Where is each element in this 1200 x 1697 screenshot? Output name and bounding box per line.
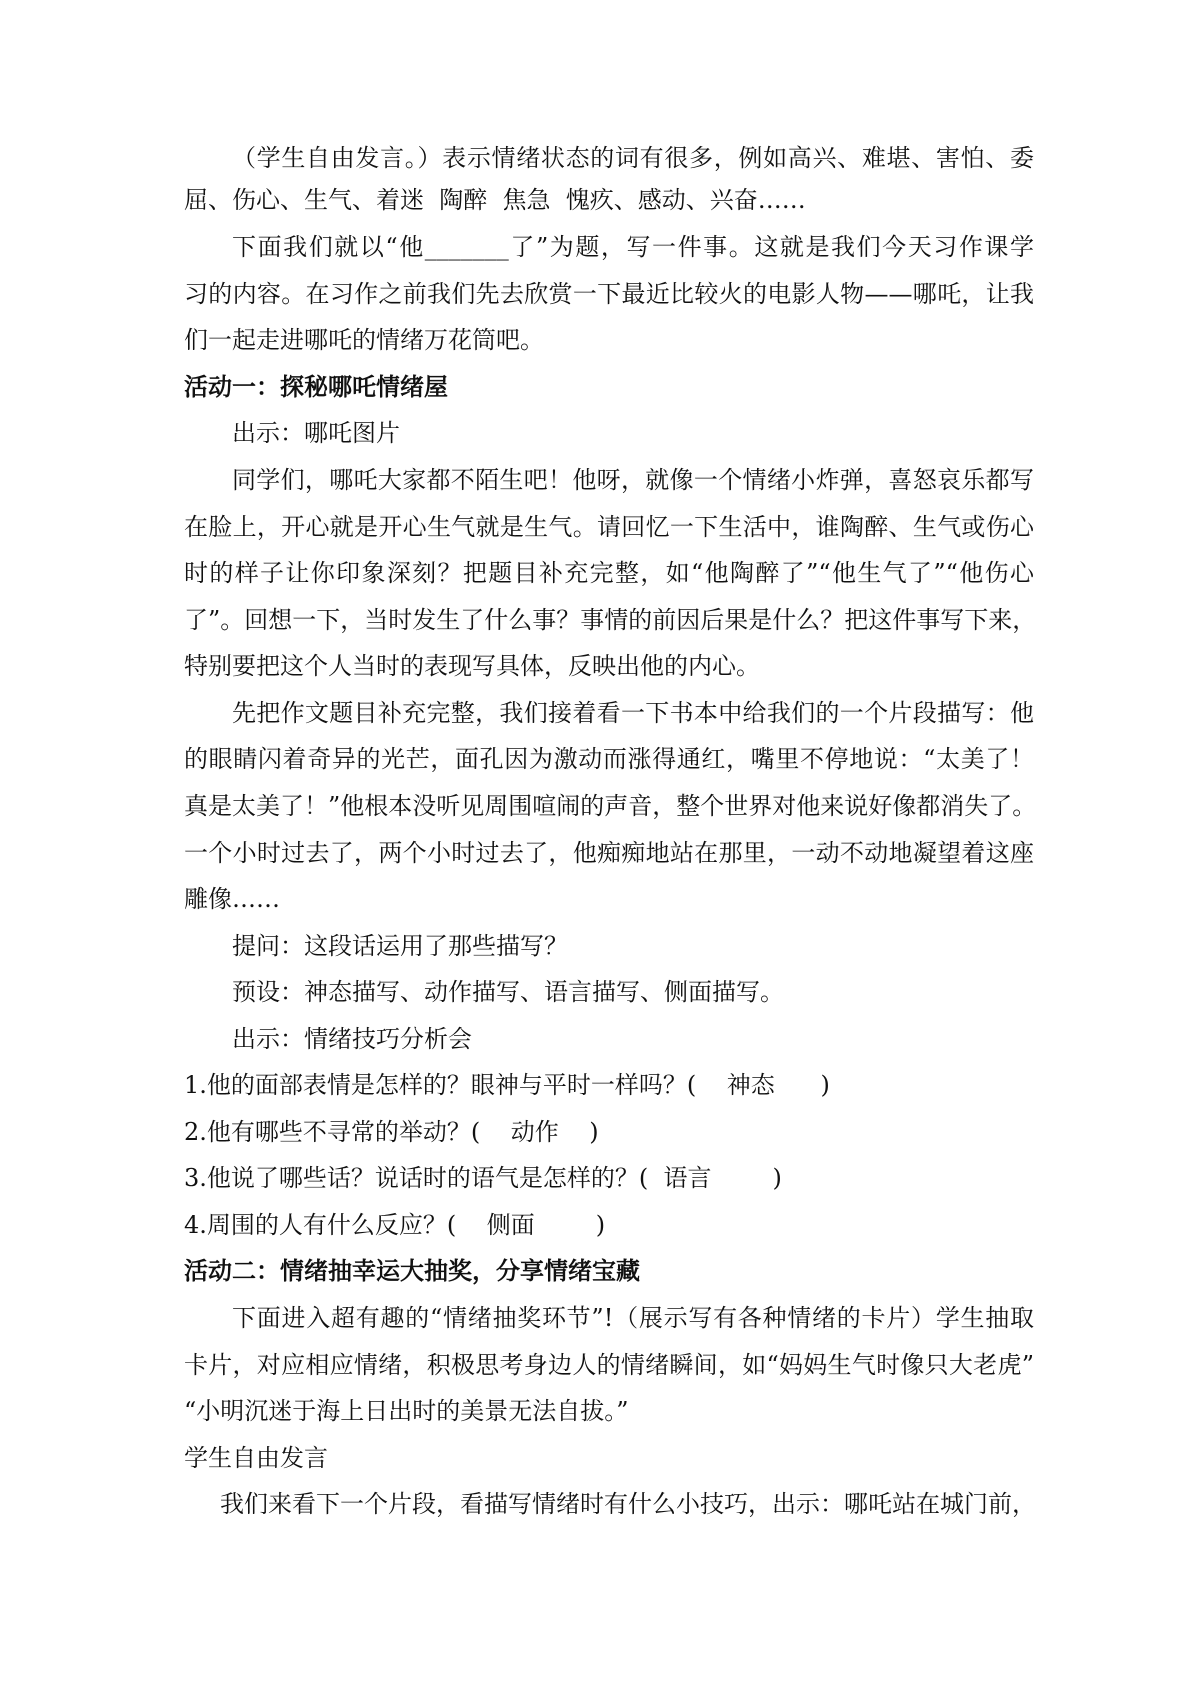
paragraph-line: 下面进入超有趣的“情绪抽奖环节”!（展示写有各种情绪的卡片）学生抽取: [232, 1304, 1034, 1332]
paragraph-line: 下面我们就以“他_______了”为题，写一件事。这就是我们今天习作课学: [232, 233, 1034, 261]
paragraph-line: 出示：情绪技巧分析会: [232, 1025, 472, 1053]
paragraph-line: 学生自由发言: [184, 1444, 328, 1472]
list-item: 1.他的面部表情是怎样的？眼神与平时一样吗？( 神态 ): [184, 1071, 830, 1099]
paragraph-line: 出示：哪吒图片: [232, 419, 400, 447]
paragraph-line: （学生自由发言。）表示情绪状态的词有很多，例如高兴、难堪、害怕、委: [232, 144, 1034, 172]
paragraph-line: 习的内容。在习作之前我们先去欣赏一下最近比较火的电影人物——哪吒，让我: [184, 280, 1034, 308]
paragraph-line: 的眼睛闪着奇异的光芒，面孔因为激动而涨得通红，嘴里不停地说：“太美了！: [184, 745, 1034, 773]
list-item: 4.周围的人有什么反应？( 侧面 ): [184, 1211, 606, 1239]
paragraph-line: “小明沉迷于海上日出时的美景无法自拔。”: [184, 1397, 629, 1425]
section-heading: 活动一：探秘哪吒情绪屋: [184, 373, 448, 401]
paragraph-line: 雕像……: [184, 885, 280, 913]
paragraph-line: 一个小时过去了，两个小时过去了，他痴痴地站在那里，一动不动地凝望着这座: [184, 839, 1034, 867]
list-item: 2.他有哪些不寻常的举动？( 动作 ): [184, 1118, 599, 1146]
paragraph-line: 们一起走进哪吒的情绪万花筒吧。: [184, 326, 544, 354]
paragraph-line: 屈、伤心、生气、着迷 陶醉 焦急 愧疚、感动、兴奋……: [184, 186, 806, 214]
paragraph-line: 特别要把这个人当时的表现写具体，反映出他的内心。: [184, 652, 760, 680]
paragraph-line: 了”。回想一下，当时发生了什么事？事情的前因后果是什么？把这件事写下来，: [184, 606, 1037, 634]
paragraph-line: 卡片，对应相应情绪，积极思考身边人的情绪瞬间，如“妈妈生气时像只大老虎”: [184, 1351, 1034, 1379]
paragraph-line: 先把作文题目补充完整，我们接着看一下书本中给我们的一个片段描写：他: [232, 699, 1034, 727]
section-heading: 活动二：情绪抽幸运大抽奖，分享情绪宝藏: [184, 1257, 640, 1285]
paragraph-line: 在脸上，开心就是开心生气就是生气。请回忆一下生活中，谁陶醉、生气或伤心: [184, 513, 1034, 541]
list-item: 3.他说了哪些话？说话时的语气是怎样的？( 语言 ): [184, 1164, 782, 1192]
paragraph-line: 提问：这段话运用了那些描写？: [232, 932, 568, 960]
paragraph-line: 我们来看下一个片段，看描写情绪时有什么小技巧，出示：哪吒站在城门前，: [220, 1490, 1036, 1518]
paragraph-line: 预设：神态描写、动作描写、语言描写、侧面描写。: [232, 978, 784, 1006]
paragraph-line: 同学们，哪吒大家都不陌生吧！他呀，就像一个情绪小炸弹，喜怒哀乐都写: [232, 466, 1034, 494]
paragraph-line: 真是太美了！”他根本没听见周围喧闹的声音，整个世界对他来说好像都消失了。: [184, 792, 1037, 820]
paragraph-line: 时的样子让你印象深刻？把题目补充完整，如“他陶醉了”“他生气了”“他伤心: [184, 559, 1034, 587]
